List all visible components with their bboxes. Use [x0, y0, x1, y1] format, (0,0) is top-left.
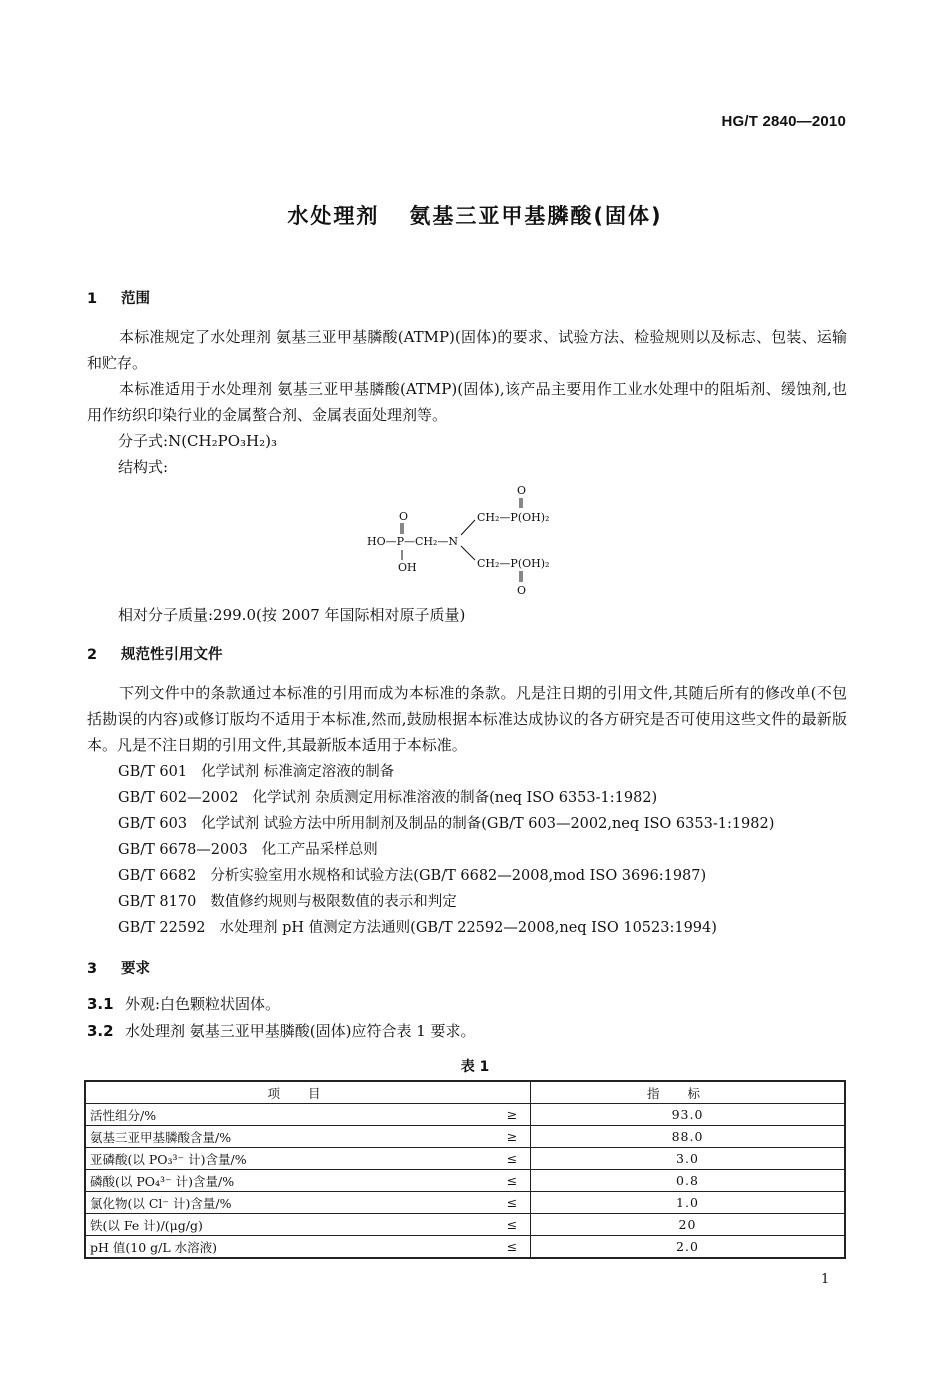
row-operator: ≤	[494, 1236, 531, 1259]
reference-item	[118, 812, 774, 833]
row-value: 0.8	[531, 1170, 846, 1192]
section-2-intro: 下列文件中的条款通过本标准的引用而成为本标准的条款。凡是注日期的引用文件,其随后所有的修改单(不包括勘误的内容)或修订版均不适用于本标准,然而,鼓励根据本标准达成协议的各方研究是否可使用这些文件的最新版本。凡是不注日期的引用文件,其最新版本适用于本标准。	[87, 684, 847, 754]
section-title: 范围	[121, 291, 150, 307]
row-item: 活性组分/%	[85, 1104, 494, 1126]
table-row	[85, 1214, 845, 1236]
section-title: 规范性引用文件	[121, 647, 223, 663]
page-number: 1	[821, 1272, 830, 1287]
struct-o-left: O	[399, 510, 409, 523]
reference-item	[118, 890, 457, 911]
table-header-row	[85, 1081, 845, 1104]
document-title	[0, 200, 950, 230]
reference-code: GB/T 22592	[118, 920, 206, 936]
reference-item	[118, 760, 394, 781]
section-number: 1	[87, 291, 98, 307]
clause-3-1	[87, 993, 280, 1014]
reference-item	[118, 786, 657, 807]
reference-code: GB/T 601	[118, 764, 188, 780]
molecular-formula	[118, 430, 277, 451]
row-item: 铁(以 Fe 计)/(μg/g)	[85, 1214, 494, 1236]
struct-o-top: O	[517, 484, 527, 497]
struct-ch2-top: CH₂—P(OH)₂	[477, 511, 550, 524]
clause-number: 3.1	[87, 995, 114, 1013]
clause-text: 外观:白色颗粒状固体。	[125, 995, 281, 1013]
row-item: 氨基三亚甲基膦酸含量/%	[85, 1126, 494, 1148]
struct-o-bottom: O	[517, 584, 527, 597]
row-value: 88.0	[531, 1126, 846, 1148]
row-operator: ≤	[494, 1214, 531, 1236]
requirements-table	[84, 1080, 846, 1259]
title-left: 水处理剂	[287, 204, 380, 228]
table-row	[85, 1170, 845, 1192]
clause-number: 3.2	[87, 1022, 114, 1040]
reference-title: 化学试剂 杂质测定用标准溶液的制备(neq ISO 6353-1:1982)	[252, 790, 658, 806]
row-item: pH 值(10 g/L 水溶液)	[85, 1236, 494, 1259]
section-3-heading	[87, 957, 150, 978]
row-item: 磷酸(以 PO₄³⁻ 计)含量/%	[85, 1170, 494, 1192]
reference-code: GB/T 8170	[118, 894, 197, 910]
reference-code: GB/T 6682	[118, 868, 197, 884]
title-right: 氨基三亚甲基膦酸(固体)	[409, 204, 663, 228]
reference-title: 分析实验室用水规格和试验方法(GB/T 6682—2008,mod ISO 3696:1987)	[210, 868, 707, 884]
reference-title: 化学试剂 试验方法中所用制剂及制品的制备(GB/T 603—2002,neq ISO 6353-1:1982)	[201, 816, 775, 832]
row-operator: ≤	[494, 1192, 531, 1214]
reference-title: 化工产品采样总则	[261, 842, 378, 858]
structural-formula	[355, 480, 595, 600]
struct-oh: OH	[398, 561, 417, 574]
section-1-paragraph-1: 本标准规定了水处理剂 氨基三亚甲基膦酸(ATMP)(固体)的要求、试验方法、检验规则以及标志、包装、运输和贮存。	[87, 328, 847, 372]
reference-code: GB/T 602—2002	[118, 790, 239, 806]
column-header-item: 项目	[85, 1081, 531, 1104]
molecular-mass: 相对分子质量:299.0(按 2007 年国际相对原子质量)	[118, 606, 466, 624]
row-value: 20	[531, 1214, 846, 1236]
row-operator: ≥	[494, 1104, 531, 1126]
reference-title: 化学试剂 标准滴定溶液的制备	[201, 764, 395, 780]
reference-code: GB/T 6678—2003	[118, 842, 248, 858]
formula-value: N(CH₂PO₃H₂)₃	[168, 432, 277, 450]
row-operator: ≥	[494, 1126, 531, 1148]
reference-item	[118, 864, 706, 885]
section-1-heading	[87, 287, 150, 308]
table-row	[85, 1126, 845, 1148]
structure-label: 结构式:	[118, 458, 169, 476]
reference-code: GB/T 603	[118, 816, 188, 832]
row-item: 氯化物(以 Cl⁻ 计)含量/%	[85, 1192, 494, 1214]
table-caption: 表 1	[460, 1059, 490, 1075]
struct-chain: HO—P—CH₂—N	[367, 535, 459, 548]
row-operator: ≤	[494, 1170, 531, 1192]
formula-label: 分子式:	[118, 432, 169, 450]
section-2-heading	[87, 643, 223, 664]
row-item: 亚磷酸(以 PO₃³⁻ 计)含量/%	[85, 1148, 494, 1170]
section-title: 要求	[121, 961, 150, 977]
standard-code: HG/T 2840—2010	[721, 113, 846, 130]
reference-title: 水处理剂 pH 值测定方法通则(GB/T 22592—2008,neq ISO 10523:1994)	[219, 920, 717, 936]
row-value: 93.0	[531, 1104, 846, 1126]
reference-item	[118, 838, 378, 859]
table-row	[85, 1192, 845, 1214]
section-number: 3	[87, 961, 98, 977]
row-value: 3.0	[531, 1148, 846, 1170]
reference-title: 数值修约规则与极限数值的表示和判定	[210, 894, 457, 910]
section-number: 2	[87, 647, 98, 663]
row-operator: ≤	[494, 1148, 531, 1170]
clause-text: 水处理剂 氨基三亚甲基膦酸(固体)应符合表 1 要求。	[125, 1022, 476, 1040]
row-value: 2.0	[531, 1236, 846, 1259]
reference-item	[118, 916, 717, 937]
clause-3-2	[87, 1020, 476, 1041]
section-1-paragraph-2: 本标准适用于水处理剂 氨基三亚甲基膦酸(ATMP)(固体),该产品主要用作工业水处理中的阻垢剂、缓蚀剂,也用作纺织印染行业的金属螯合剂、金属表面处理剂等。	[87, 380, 847, 424]
table-row	[85, 1148, 845, 1170]
table-row	[85, 1104, 845, 1126]
column-header-value: 指标	[531, 1081, 846, 1104]
row-value: 1.0	[531, 1192, 846, 1214]
struct-ch2-bottom: CH₂—P(OH)₂	[477, 557, 550, 570]
table-row	[85, 1236, 845, 1259]
